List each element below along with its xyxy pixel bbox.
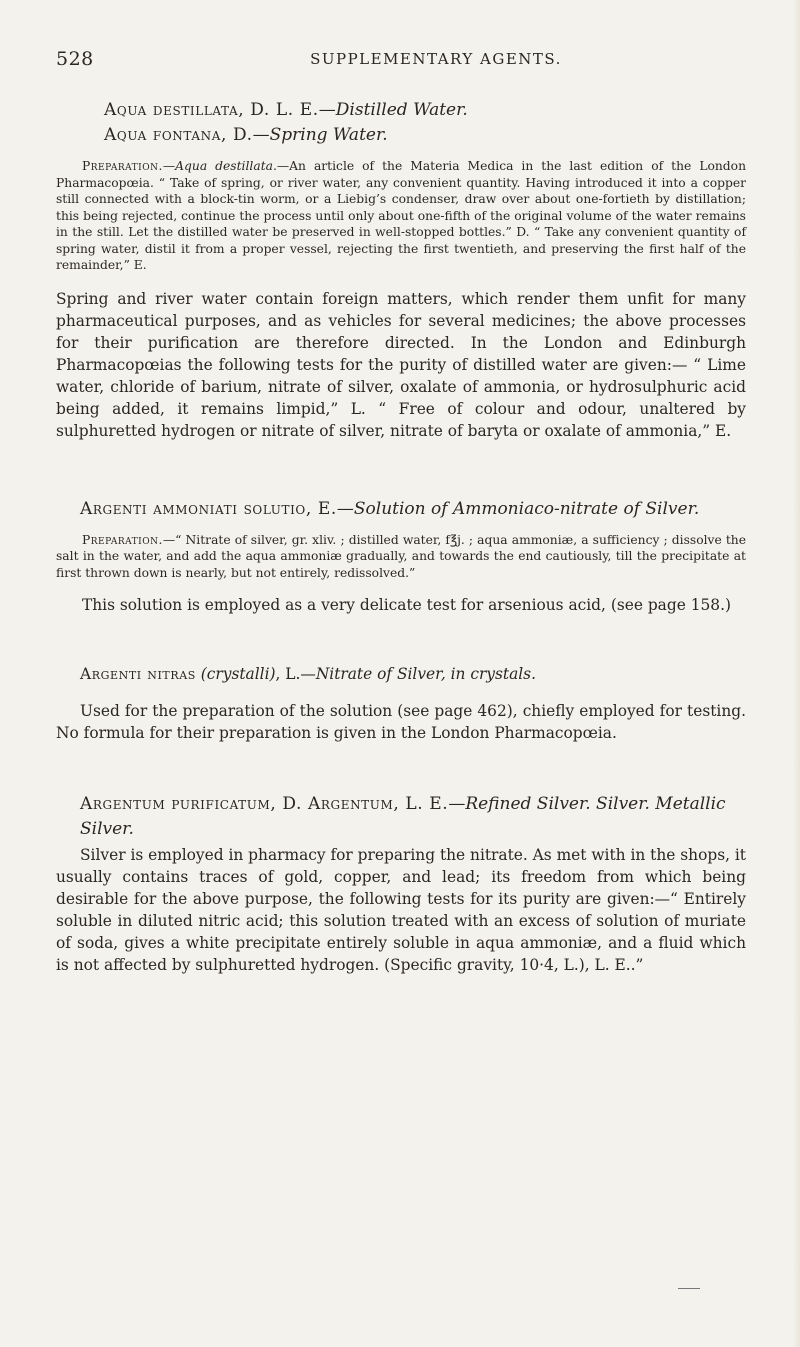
aqua-body: Spring and river water contain foreign matters, which render them unfit for many pharmaceutical purposes, and as vehicles for several medicines; the above processes for their purification are therefore directed. In the London and Edinburgh Pharmacopœias the following tests for the purity of distilled water are given:— “ Lime water, chloride of barium, nitrate of silver, oxalate of ammonia, or hydrosulphuric acid being added, it remains limpid,” L. “ Free of colour and odour, unaltered by sulphuretted hydrogen or nitrate of silver, nitrate of baryta or oxalate of ammonia,” E. [56, 289, 746, 440]
argenti-nitras-body: Used for the preparation of the solution (see page 462), chiefly employed for testing. No formula for their preparation is given in the London Pharmacopœia. [56, 702, 746, 743]
argenti-ammon-body: This solution is employed as a very delicate test for arsenious acid, (see page 158.) [82, 595, 731, 614]
aqua-preparation: Preparation.—Aqua destillata.—An article of the Materia Medica in the last edition of the London Pharmacopœia. “ Take of spring, or river water, any convenient quantity. Having introduced it into a copper still connected with a block-tin worm, or a Liebig’s condenser, draw over about one-fortieth by distillation; this being rejected, continue the process until only about one-fifth of the original volume of the water remains in the still. Let the distilled water be preserved in well-stopped bottles.” D. “ Take any convenient quantity of spring water, distil it from a proper vessel, rejecting the first twentieth, and preserving the first half of the remainder,” E. [56, 159, 747, 272]
page-number: 528 [56, 48, 94, 70]
argenti-ammon-title: Argenti ammoniati solutio, E.—Solution of Ammoniaco-nitrate of Silver. [80, 498, 700, 519]
aqua-english-1: Distilled Water. [335, 100, 468, 120]
aqua-english-2: Spring Water. [269, 125, 388, 145]
argentum-body: Silver is employed in pharmacy for preparing the nitrate. As met with in the shops, it usually contains traces of gold, copper, and lead; its freedom from which being desirable for the above purpose, the following tests for its purity are given:—“ Entirely soluble in diluted nitric acid; this solution treated with an excess of solution of muriate of soda, gives a white precipitate entirely soluble in aqua ammoniæ, and a fluid which is not affected by sulphuretted hydrogen. (Specific gravity, 10·4, L.), L. E..” [56, 845, 746, 974]
page-header [56, 48, 746, 78]
preparation-label: Preparation. [82, 159, 163, 173]
aqua-latin-1: Aqua destillata, D. L. E. [104, 100, 319, 120]
aqua-latin-2: Aqua fontana, D. [104, 125, 253, 145]
aqua-title-1: Aqua destillata, D. L. E.—Distilled Water. [104, 100, 468, 120]
entry-argenti-ammoniati [56, 497, 746, 616]
entry-argenti-nitras [56, 663, 746, 744]
page-edge [793, 0, 800, 1347]
argenti-ammon-preparation: Preparation.—“ Nitrate of silver, gr. xliv. ; distilled water, f℥j. ; aqua ammoniæ, a sufficiency ; dissolve the salt in the water, and add the aqua ammoniæ gradually, and towards the end cautiously, till the precipitate at first thrown down is nearly, but not entirely, redissolved.” [56, 532, 746, 580]
entry-aqua [56, 98, 746, 442]
entry-argentum [56, 792, 746, 976]
page-body [56, 98, 746, 991]
running-head: SUPPLEMENTARY AGENTS. [310, 50, 562, 68]
aqua-title-2: Aqua fontana, D.—Spring Water. [104, 125, 388, 145]
end-rule [678, 1288, 700, 1289]
argentum-title: Argentum purificatum, D. Argentum, L. E.—Refined Silver. Silver. Metallic Silver. [80, 793, 726, 839]
argenti-nitras-text: Argenti nitras (crystalli), L.—Nitrate of Silver, in crystals. [80, 665, 536, 684]
